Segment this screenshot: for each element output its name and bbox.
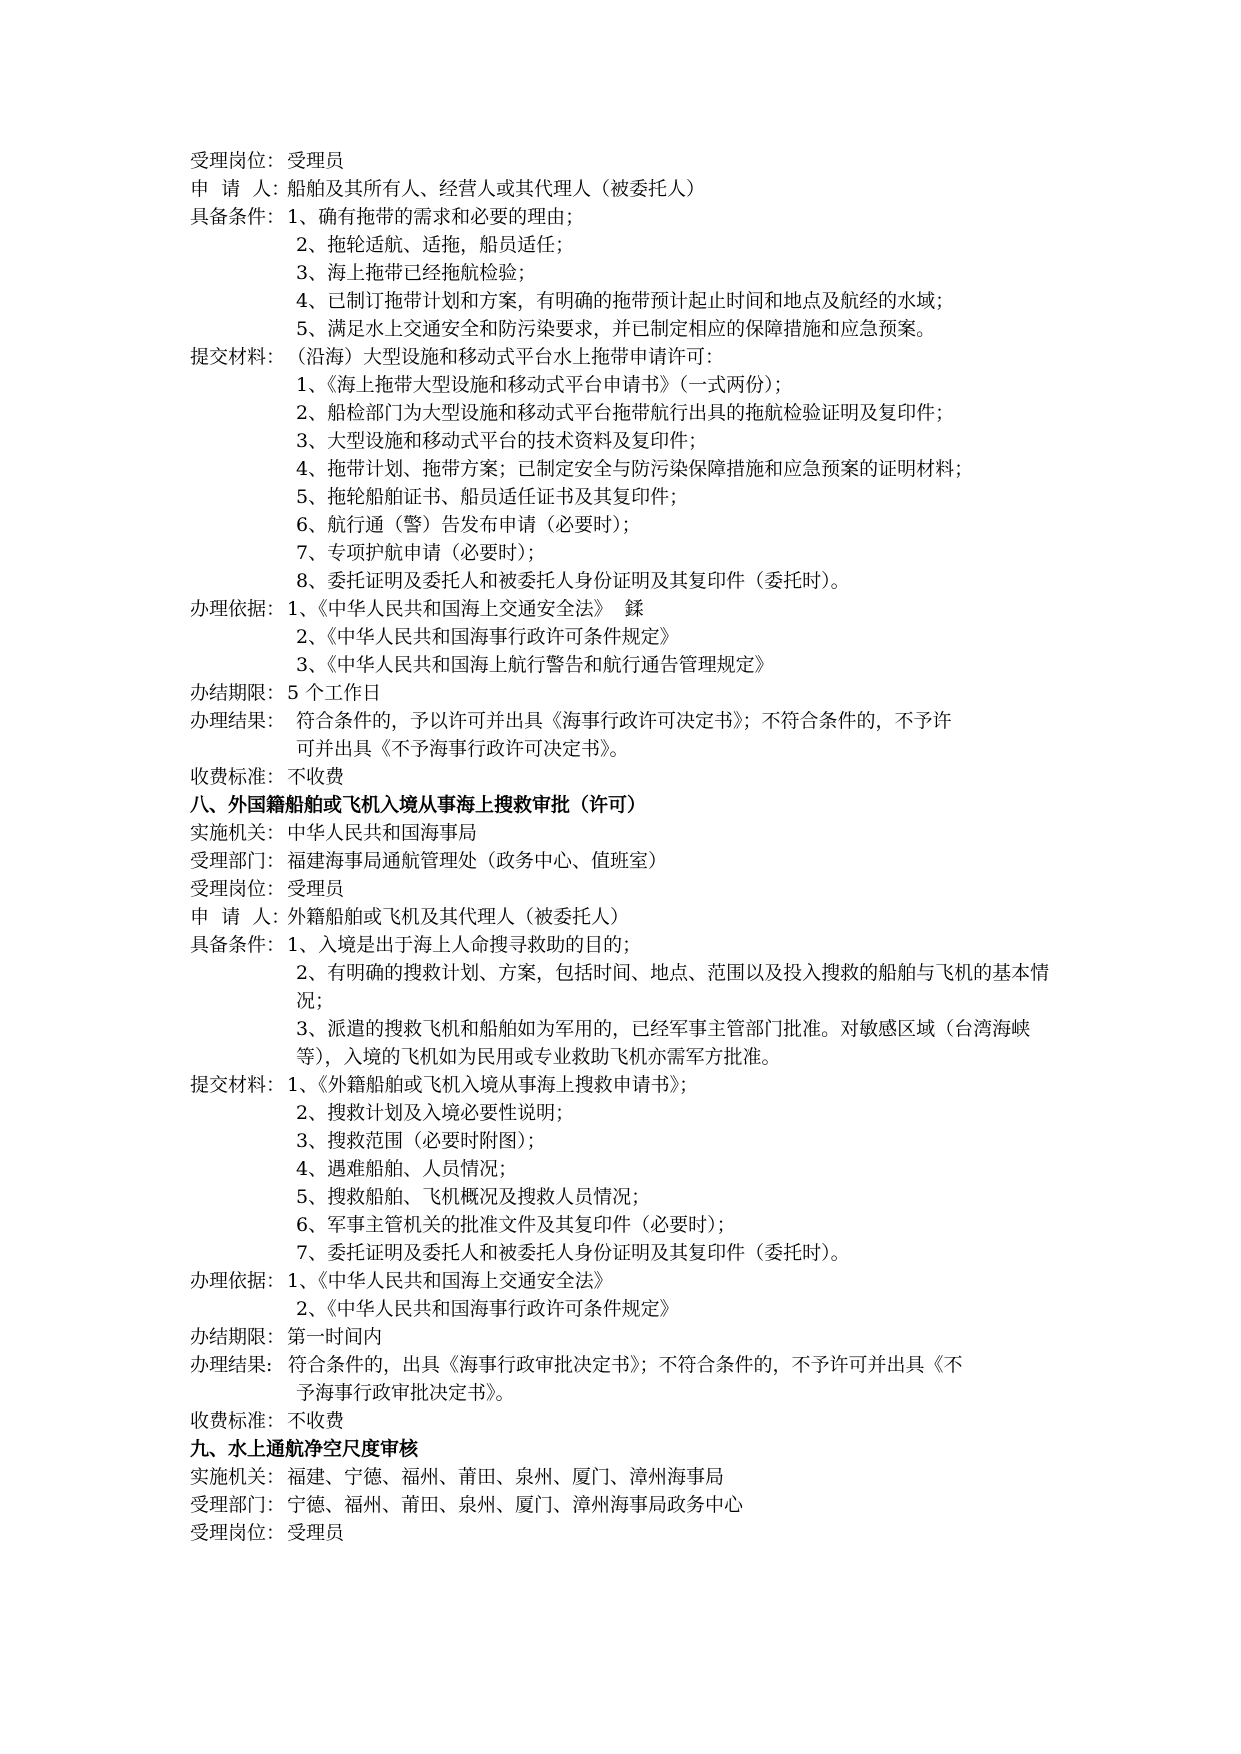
applicant-row (190, 903, 1060, 931)
material-item: 2、船检部门为大型设施和移动式平台拖带航行出具的拖航检验证明及复印件； (296, 402, 955, 424)
deadline-label: 办结期限： (190, 1326, 286, 1348)
material-item: 3、大型设施和移动式平台的技术资料及复印件； (296, 430, 708, 452)
result-row (190, 1351, 1060, 1379)
basis-item: 1、《中华人民共和国海上交通安全法》 鍒 (287, 598, 644, 620)
dept-row (190, 1491, 1060, 1519)
result-text-continued: 可并出具《不予海事行政许可决定书》。 (296, 738, 629, 760)
agency-row (190, 1463, 1060, 1491)
basis-item: 2、《中华人民共和国海事行政许可条件规定》 (296, 626, 679, 648)
result-row (190, 707, 1060, 735)
fee-value: 不收费 (287, 1410, 345, 1432)
materials-label: 提交材料： (190, 1074, 286, 1096)
applicant-value: 船舶及其所有人、经营人或其代理人（被委托人） (287, 178, 706, 200)
dept-label: 受理部门： (190, 1494, 286, 1516)
materials-row (190, 343, 1060, 371)
result-label: 办理结果: (190, 1354, 273, 1376)
fee-label: 收费标准： (190, 766, 286, 788)
post-label: 受理岗位： (190, 878, 286, 900)
material-item: 7、专项护航申请（必要时）； (296, 542, 546, 564)
condition-item: 3、海上拖带已经拖航检验； (296, 262, 537, 284)
fee-label: 收费标准： (190, 1410, 286, 1432)
deadline-row (190, 1323, 1060, 1351)
post-row (190, 1519, 1060, 1547)
material-item: 1、《海上拖带大型设施和移动式平台申请书》（一式两份）； (296, 374, 793, 396)
deadline-value: 5 个工作日 (287, 682, 382, 704)
agency-value: 福建、宁德、福州、莆田、泉州、厦门、漳州海事局 (287, 1466, 725, 1488)
section-heading: 九、水上通航净空尺度审核 (190, 1438, 419, 1460)
result-text-continued: 予海事行政审批决定书》。 (296, 1382, 515, 1404)
basis-item: 2、《中华人民共和国海事行政许可条件规定》 (296, 1298, 679, 1320)
basis-label: 办理依据： (190, 1270, 286, 1292)
post-value: 受理员 (287, 878, 345, 900)
materials-label: 提交材料： (190, 346, 286, 368)
fee-row (190, 1407, 1060, 1435)
condition-item: 2、有明确的搜救计划、方案，包括时间、地点、范围以及投入搜救的船舶与飞机的基本情况； (296, 962, 1050, 1012)
post-row (190, 147, 1060, 175)
post-value: 受理员 (287, 150, 345, 172)
material-item: 6、航行通（警）告发布申请（必要时）； (296, 514, 641, 536)
post-label: 受理岗位： (190, 1522, 286, 1544)
dept-value: 福建海事局通航管理处（政务中心、值班室） (287, 850, 668, 872)
agency-row (190, 819, 1060, 847)
material-item: 8、委托证明及委托人和被委托人身份证明及其复印件（委托时）。 (296, 570, 850, 592)
deadline-row (190, 679, 1060, 707)
materials-intro: （沿海）大型设施和移动式平台水上拖带申请许可： (287, 346, 725, 368)
result-text: 符合条件的，出具《海事行政审批决定书》；不符合条件的，不予许可并出具《不 (288, 1354, 963, 1376)
material-item: 5、拖轮船舶证书、船员适任证书及其复印件； (296, 486, 689, 508)
condition-item: 5、满足水上交通安全和防污染要求，并已制定相应的保障措施和应急预案。 (296, 318, 936, 340)
post-label: 受理岗位： (190, 150, 286, 172)
result-label: 办理结果： (190, 710, 286, 732)
basis-label: 办理依据： (190, 598, 286, 620)
applicant-label: 申 请 人： (190, 178, 291, 200)
dept-value: 宁德、福州、莆田、泉州、厦门、漳州海事局政务中心 (287, 1494, 744, 1516)
condition-item: 2、拖轮适航、适拖，船员适任； (296, 234, 575, 256)
material-item: 1、《外籍船舶或飞机入境从事海上搜救申请书》； (287, 1074, 699, 1096)
conditions-row (190, 203, 1060, 231)
document-content (190, 147, 1060, 1547)
applicant-row (190, 175, 1060, 203)
materials-row (190, 1071, 1060, 1099)
agency-label: 实施机关： (190, 1466, 286, 1488)
material-item: 2、搜救计划及入境必要性说明； (296, 1102, 575, 1124)
applicant-value: 外籍船舶或飞机及其代理人（被委托人） (287, 906, 630, 928)
material-item: 7、委托证明及委托人和被委托人身份证明及其复印件（委托时）。 (296, 1242, 850, 1264)
section-heading: 八、外国籍船舶或飞机入境从事海上搜救审批（许可） (190, 794, 647, 816)
condition-item: 1、确有拖带的需求和必要的理由； (287, 206, 585, 228)
agency-label: 实施机关： (190, 822, 286, 844)
post-row (190, 875, 1060, 903)
conditions-label: 具备条件： (190, 206, 286, 228)
conditions-row (190, 931, 1060, 959)
applicant-label: 申 请 人： (190, 906, 291, 928)
fee-value: 不收费 (287, 766, 345, 788)
conditions-label: 具备条件： (190, 934, 286, 956)
fee-row (190, 763, 1060, 791)
deadline-value: 第一时间内 (287, 1326, 383, 1348)
material-item: 3、搜救范围（必要时附图）； (296, 1130, 546, 1152)
post-value: 受理员 (287, 1522, 345, 1544)
basis-item: 1、《中华人民共和国海上交通安全法》 (287, 1270, 613, 1292)
dept-label: 受理部门： (190, 850, 286, 872)
basis-row (190, 595, 1060, 623)
condition-item: 4、已制订拖带计划和方案，有明确的拖带预计起止时间和地点及航经的水域； (296, 290, 955, 312)
result-text: 符合条件的，予以许可并出具《海事行政许可决定书》；不符合条件的，不予许 (296, 710, 952, 732)
condition-item: 3、派遣的搜救飞机和船舶如为军用的，已经军事主管部门批准。对敏感区域（台湾海峡等），入境的飞机如为民用或专业救助飞机亦需军方批准。 (296, 1018, 1031, 1068)
basis-item: 3、《中华人民共和国海上航行警告和航行通告管理规定》 (296, 654, 774, 676)
material-item: 4、拖带计划、拖带方案；已制定安全与防污染保障措施和应急预案的证明材料； (296, 458, 974, 480)
material-item: 6、军事主管机关的批准文件及其复印件（必要时）； (296, 1214, 736, 1236)
material-item: 5、搜救船舶、飞机概况及搜救人员情况； (296, 1186, 651, 1208)
condition-item: 1、入境是出于海上人命搜寻救助的目的； (287, 934, 642, 956)
deadline-label: 办结期限： (190, 682, 286, 704)
basis-row (190, 1267, 1060, 1295)
dept-row (190, 847, 1060, 875)
agency-value: 中华人民共和国海事局 (287, 822, 478, 844)
material-item: 4、遇难船舶、人员情况； (296, 1158, 518, 1180)
